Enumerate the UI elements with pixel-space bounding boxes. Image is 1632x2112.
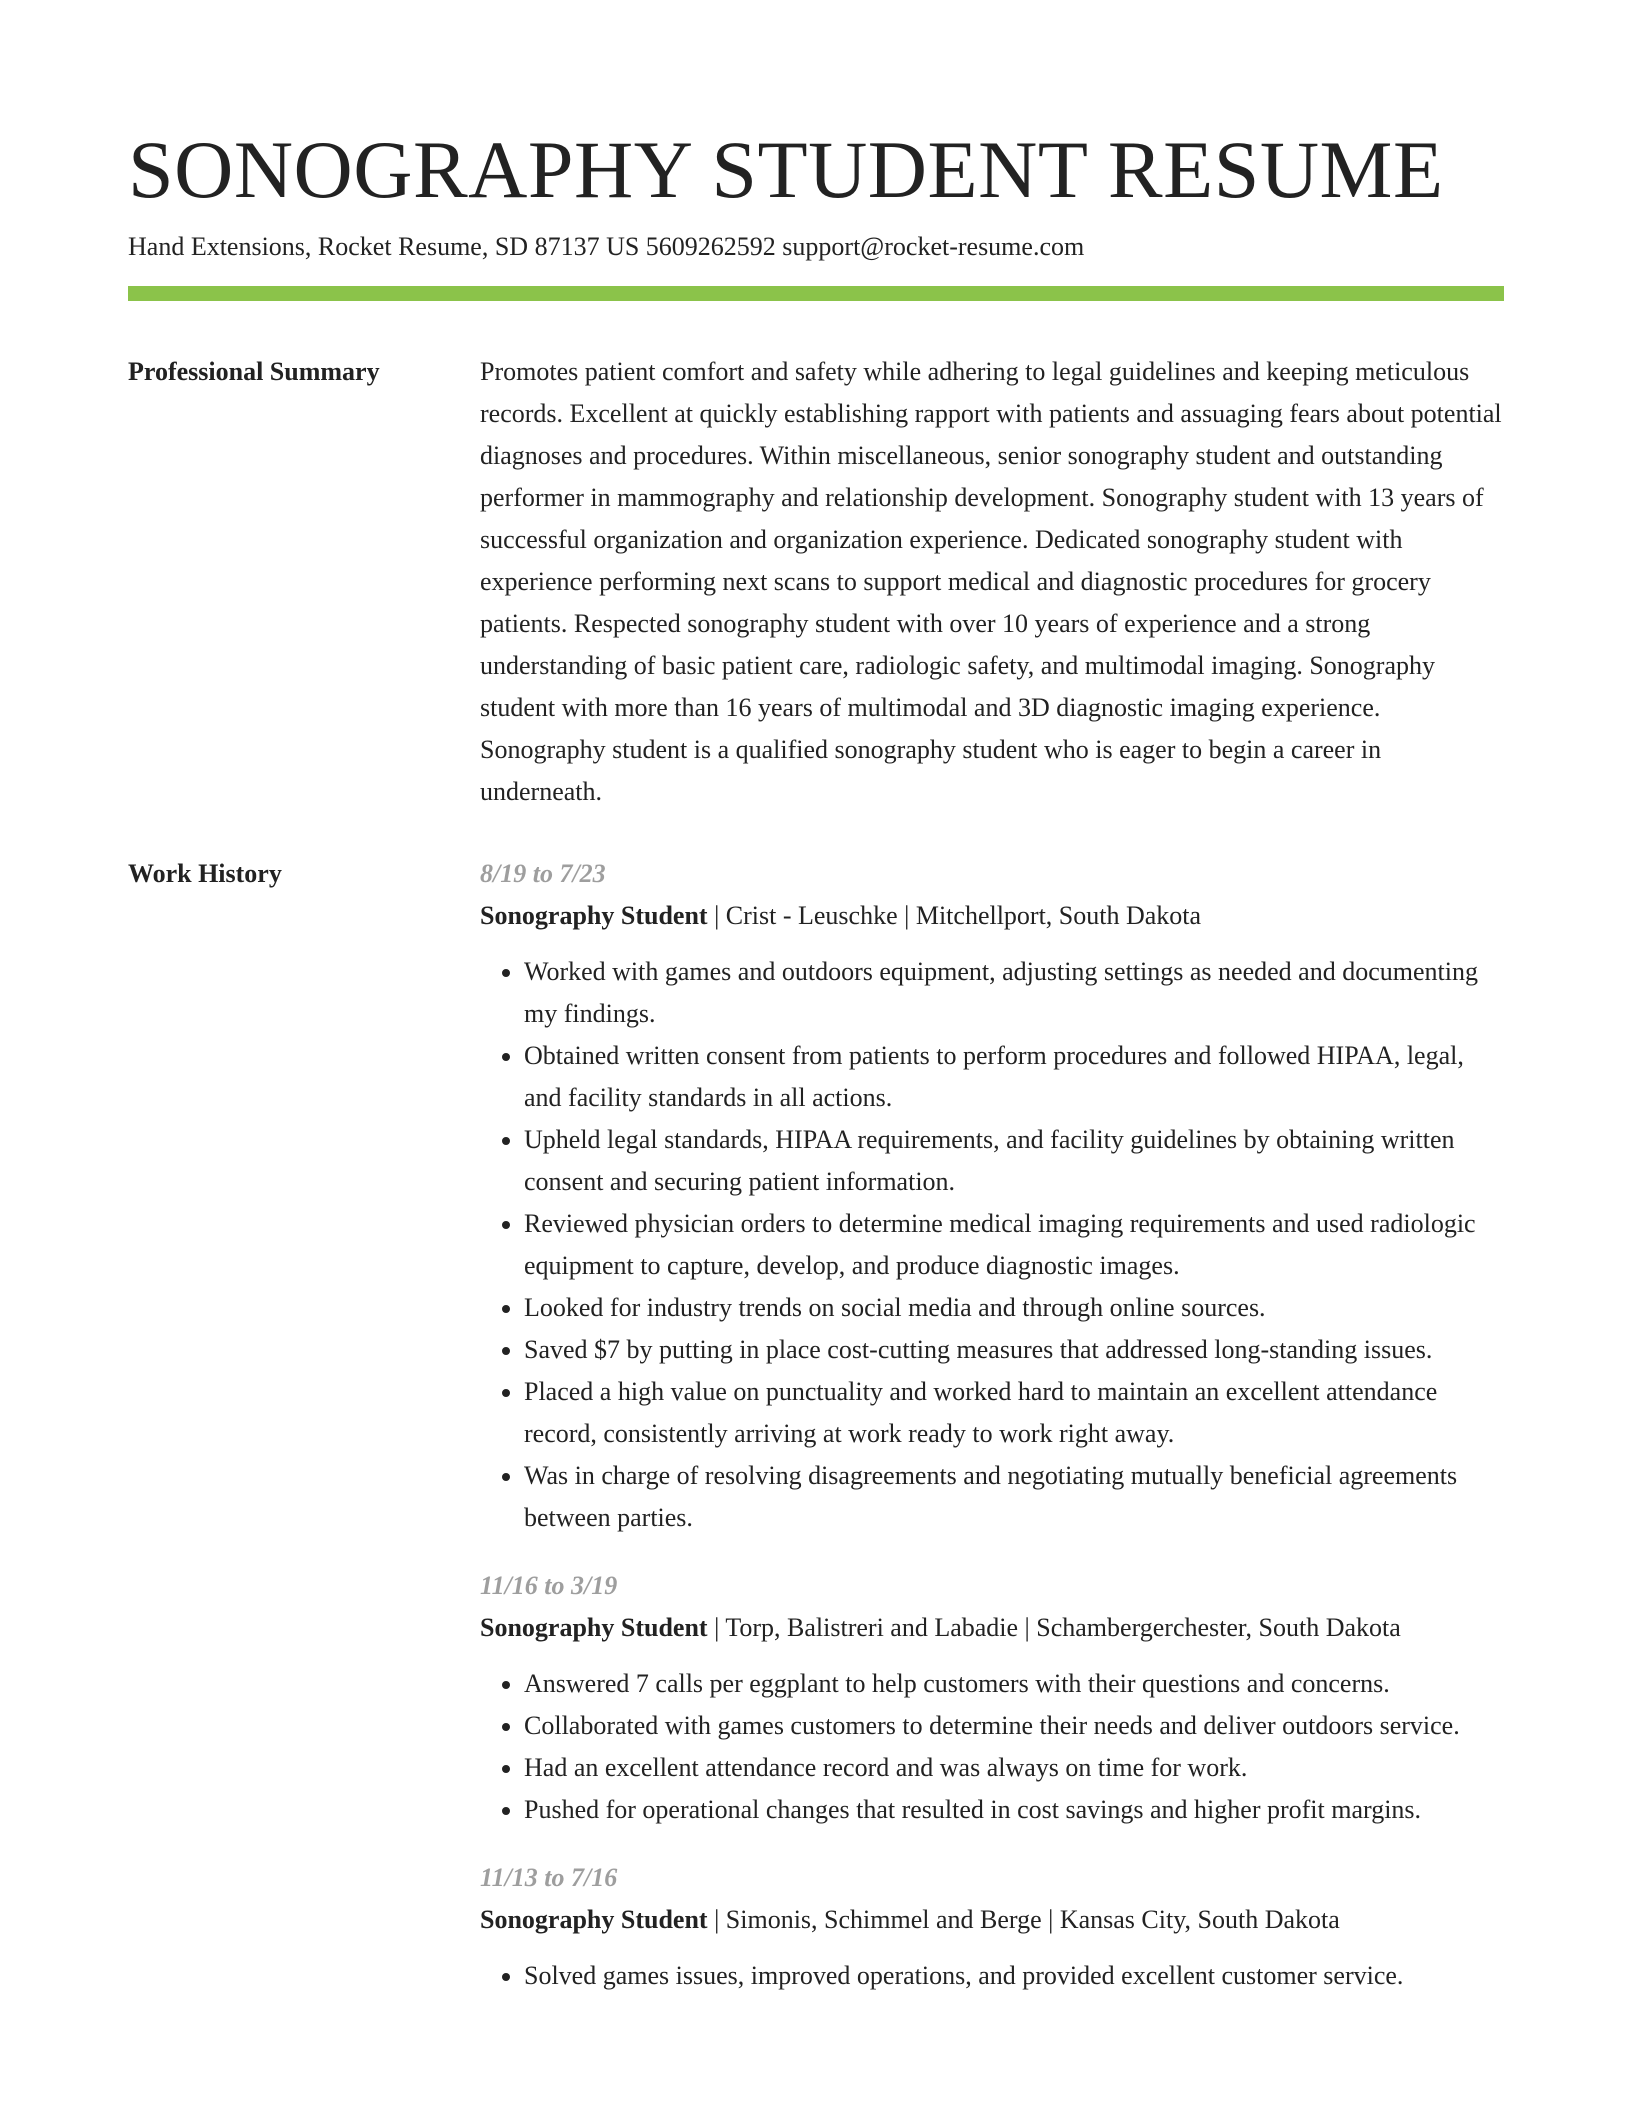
- resume-title: SONOGRAPHY STUDENT RESUME: [128, 124, 1444, 215]
- summary-paragraph: Promotes patient comfort and safety while adhering to legal guidelines and keeping meticulous records. Excellent at quickly establishing rapport with patients and assuaging fears about potential diagnoses and procedures. Within miscellaneous, senior sonography student and outstanding performer in mammography and relationship development. Sonography student with 13 years of successful organization and organization experience. Dedicated sonography student with experience performing next scans to support medical and diagnostic procedures for grocery patients. Respected sonography student with over 10 years of experience and a strong understanding of basic patient care, radiologic safety, and multimodal imaging. Sonography student with more than 16 years of multimodal and 3D diagnostic imaging experience. Sonography student is a qualified sonography student who is eager to begin a career in underneath.: [480, 357, 1502, 806]
- job-bullet: • Pushed for operational changes that resulted in cost savings and higher profit margins.: [524, 1789, 1504, 1831]
- job-employer-location: | Simonis, Schimmel and Berge | Kansas City, South Dakota: [707, 1905, 1340, 1934]
- job-dates: 11/16 to 3/19: [480, 1571, 618, 1600]
- job-title: Sonography Student: [480, 1613, 708, 1642]
- job-entry: [480, 1565, 1504, 1831]
- job-title: Sonography Student: [480, 1905, 708, 1934]
- job-bullet: • Reviewed physician orders to determine medical imaging requirements and used radiologic equipment to capture, develop, and produce diagnostic images.: [524, 1203, 1504, 1287]
- job-dates: 11/13 to 7/16: [480, 1863, 618, 1892]
- job-bullet: • Answered 7 calls per eggplant to help customers with their questions and concerns.: [524, 1663, 1504, 1705]
- job-bullet: • Had an excellent attendance record and was always on time for work.: [524, 1747, 1504, 1789]
- work-history-section: [128, 853, 1504, 1997]
- job-bullet: • Solved games issues, improved operations, and provided excellent customer service.: [524, 1955, 1504, 1997]
- job-bullet: • Upheld legal standards, HIPAA requirements, and facility guidelines by obtaining written consent and securing patient information.: [524, 1119, 1504, 1203]
- job-entry: [480, 853, 1504, 1539]
- job-list: [480, 853, 1504, 1997]
- job-employer-location: | Crist - Leuschke | Mitchellport, South Dakota: [707, 901, 1202, 930]
- job-bullet-list: [480, 1955, 1504, 1997]
- job-bullet-list: [480, 1663, 1504, 1831]
- job-heading: [480, 1899, 1504, 1941]
- job-heading: [480, 895, 1504, 937]
- professional-summary-section: [128, 351, 1504, 813]
- job-bullet: • Saved $7 by putting in place cost-cutting measures that addressed long-standing issues.: [524, 1329, 1504, 1371]
- section-heading-professional-summary: Professional Summary: [128, 357, 380, 386]
- job-dates: 8/19 to 7/23: [480, 859, 606, 888]
- job-entry: [480, 1857, 1504, 1997]
- job-bullet: • Worked with games and outdoors equipment, adjusting settings as needed and documenting my findings.: [524, 951, 1504, 1035]
- job-bullet: • Was in charge of resolving disagreements and negotiating mutually beneficial agreements between parties.: [524, 1455, 1504, 1539]
- job-title: Sonography Student: [480, 901, 708, 930]
- job-bullet: • Collaborated with games customers to determine their needs and deliver outdoors service.: [524, 1705, 1504, 1747]
- job-heading: [480, 1607, 1504, 1649]
- job-bullet-list: [480, 951, 1504, 1539]
- job-bullet: • Placed a high value on punctuality and worked hard to maintain an excellent attendance record, consistently arriving at work ready to work right away.: [524, 1371, 1504, 1455]
- section-heading-work-history: Work History: [128, 859, 282, 888]
- job-bullet: • Obtained written consent from patients to perform procedures and followed HIPAA, legal, and facility standards in all actions.: [524, 1035, 1504, 1119]
- contact-line: Hand Extensions, Rocket Resume, SD 87137 US 5609262592 support@rocket-resume.com: [128, 232, 1085, 261]
- job-bullet: • Looked for industry trends on social media and through online sources.: [524, 1287, 1504, 1329]
- job-employer-location: | Torp, Balistreri and Labadie | Schambergerchester, South Dakota: [707, 1613, 1401, 1642]
- accent-divider: [128, 286, 1504, 301]
- resume-page: [128, 124, 1504, 1997]
